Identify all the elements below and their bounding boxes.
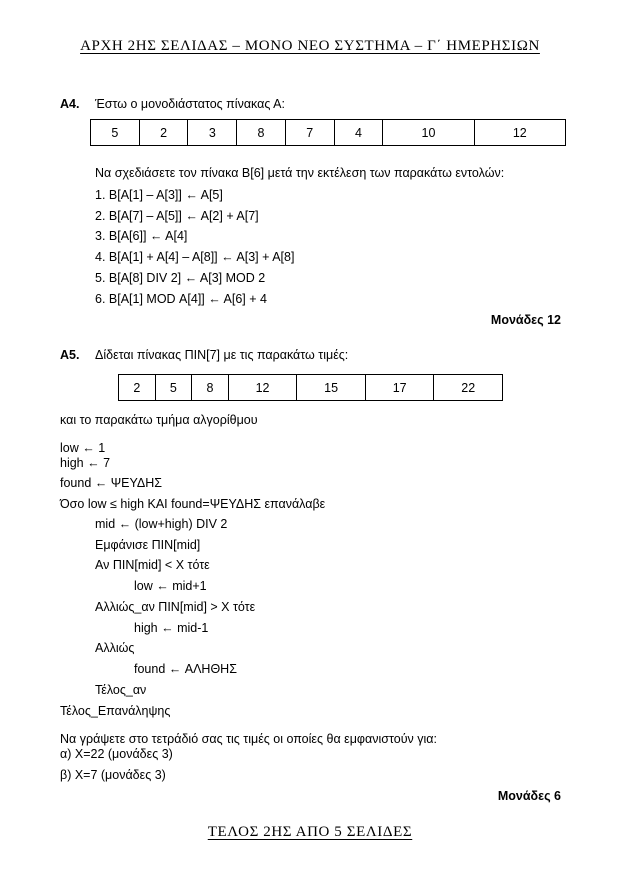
code-line: Όσο low ≤ high ΚΑΙ found=ΨΕΥΔΗΣ επανάλαβε: [60, 497, 326, 511]
array-pin-cell: 15: [297, 375, 366, 401]
code-line: found ← ΨΕΥΔΗΣ: [60, 476, 163, 490]
command-line: 2. Β[Α[7] – Α[5]] ← Α[2] + Α[7]: [95, 209, 259, 223]
question-a4-label: Α4.: [60, 97, 80, 111]
array-a-table: [90, 119, 566, 146]
question-a5-marks: Μονάδες 6: [497, 789, 561, 803]
code-line: Τέλος_Επανάληψης: [60, 704, 171, 718]
array-a-cell: 12: [474, 120, 565, 146]
question-a4-marks: Μονάδες 12: [490, 313, 561, 327]
array-a-cell: 7: [285, 120, 334, 146]
code-line: Αν ΠΙΝ[mid] < X τότε: [95, 558, 210, 572]
code-line: Εμφάνισε ΠΙΝ[mid]: [95, 538, 201, 552]
code-line: mid ← (low+high) DIV 2: [95, 517, 228, 531]
array-pin-cell: 12: [228, 375, 297, 401]
question-a4-instruction: Να σχεδιάσετε τον πίνακα Β[6] μετά την εκτέλεση των παρακάτω εντολών:: [95, 166, 505, 180]
array-pin-row: [119, 375, 503, 401]
array-pin-cell: 2: [119, 375, 156, 401]
question-a5-part: α) Χ=22 (μονάδες 3): [60, 747, 173, 761]
array-a-cell: 10: [383, 120, 474, 146]
question-a5-part: β) Χ=7 (μονάδες 3): [60, 768, 166, 782]
page-footer: [0, 824, 620, 841]
array-a-row: [91, 120, 566, 146]
array-a-cell: 2: [139, 120, 188, 146]
command-line: 4. Β[Α[1] + Α[4] – Α[8]] ← Α[3] + Α[8]: [95, 250, 295, 264]
array-a-cell: 3: [188, 120, 237, 146]
algorithm-intro: και το παρακάτω τμήμα αλγορίθμου: [60, 413, 258, 427]
code-line: high ← 7: [60, 456, 111, 470]
code-line: Αλλιώς_αν ΠΙΝ[mid] > X τότε: [95, 600, 256, 614]
array-pin-cell: 8: [192, 375, 229, 401]
page-footer-text: ΤΕΛΟΣ 2ΗΣ ΑΠΟ 5 ΣΕΛΙΔΕΣ: [207, 824, 413, 840]
array-a-cell: 4: [334, 120, 383, 146]
page-header-text: ΑΡΧΗ 2ΗΣ ΣΕΛΙΔΑΣ – ΜΟΝΟ ΝΕΟ ΣΥΣΤΗΜΑ – Γ΄ ΗΜΕΡΗΣΙΩΝ: [80, 38, 540, 54]
code-line: Αλλιώς: [95, 641, 135, 655]
code-line: Τέλος_αν: [95, 683, 147, 697]
question-a5-prompt: Να γράψετε στο τετράδιό σας τις τιμές οι οποίες θα εμφανιστούν για:: [60, 732, 437, 746]
question-a5-intro: Δίδεται πίνακας ΠΙΝ[7] με τις παρακάτω τιμές:: [95, 348, 349, 362]
code-line: low ← 1: [60, 441, 106, 455]
array-a-cell: 5: [91, 120, 140, 146]
question-a5-label: Α5.: [60, 348, 80, 362]
code-line: high ← mid-1: [134, 621, 209, 635]
code-line: low ← mid+1: [134, 579, 207, 593]
array-pin-cell: 17: [365, 375, 434, 401]
array-a-cell: 8: [237, 120, 286, 146]
array-pin-table: [118, 374, 503, 401]
array-pin-cell: 5: [155, 375, 192, 401]
code-line: found ← ΑΛΗΘΗΣ: [134, 662, 237, 676]
page-header: [0, 38, 620, 55]
array-pin-cell: 22: [434, 375, 503, 401]
command-line: 1. Β[Α[1] – Α[3]] ← Α[5]: [95, 188, 223, 202]
command-line: 5. Β[Α[8] DIV 2] ← Α[3] MOD 2: [95, 271, 266, 285]
command-line: 6. Β[Α[1] MOD Α[4]] ← Α[6] + 4: [95, 292, 267, 306]
command-line: 3. Β[Α[6]] ← Α[4]: [95, 229, 188, 243]
question-a4-intro: Έστω ο μονοδιάστατος πίνακας Α:: [95, 97, 285, 111]
